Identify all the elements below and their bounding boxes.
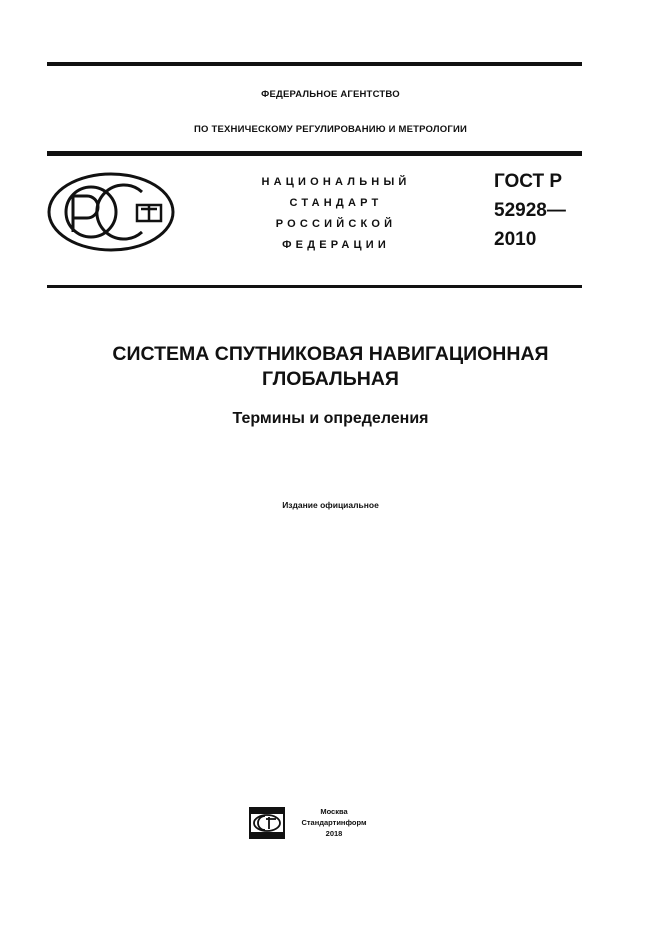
national-standard-line-1: НАЦИОНАЛЬНЫЙ (261, 176, 411, 188)
middle-rule (47, 151, 582, 156)
national-standard-line-4: ФЕДЕРАЦИИ (282, 239, 390, 251)
national-standard-line-3: РОССИЙСКОЙ (275, 218, 397, 230)
agency-name-line-1: ФЕДЕРАЛЬНОЕ АГЕНТСТВО (261, 89, 400, 100)
designation-line-2: 52928— (494, 200, 566, 221)
document-title (0, 342, 661, 392)
publisher-imprint (294, 806, 374, 839)
standartinform-mark-icon (248, 806, 286, 840)
agency-name-line-2: ПО ТЕХНИЧЕСКОМУ РЕГУЛИРОВАНИЮ И МЕТРОЛОГИИ (194, 124, 467, 135)
publisher-name: Стандартинформ (301, 818, 367, 827)
standard-designation (494, 167, 566, 254)
document-subtitle: Термины и определения (232, 410, 429, 427)
designation-line-1: ГОСТ Р (494, 171, 563, 192)
national-standard-label (246, 172, 426, 256)
document-title-line-2: ГЛОБАЛЬНАЯ (262, 368, 399, 390)
publisher-year: 2018 (325, 829, 343, 838)
designation-line-3: 2010 (494, 229, 537, 250)
national-standard-line-2: СТАНДАРТ (289, 197, 383, 209)
top-rule (47, 62, 582, 66)
document-title-line-1: СИСТЕМА СПУТНИКОВАЯ НАВИГАЦИОННАЯ (112, 343, 549, 365)
rst-certification-mark-icon (47, 172, 175, 252)
bottom-rule (47, 285, 582, 288)
publisher-city: Москва (320, 807, 348, 816)
edition-label: Издание официальное (282, 500, 379, 510)
